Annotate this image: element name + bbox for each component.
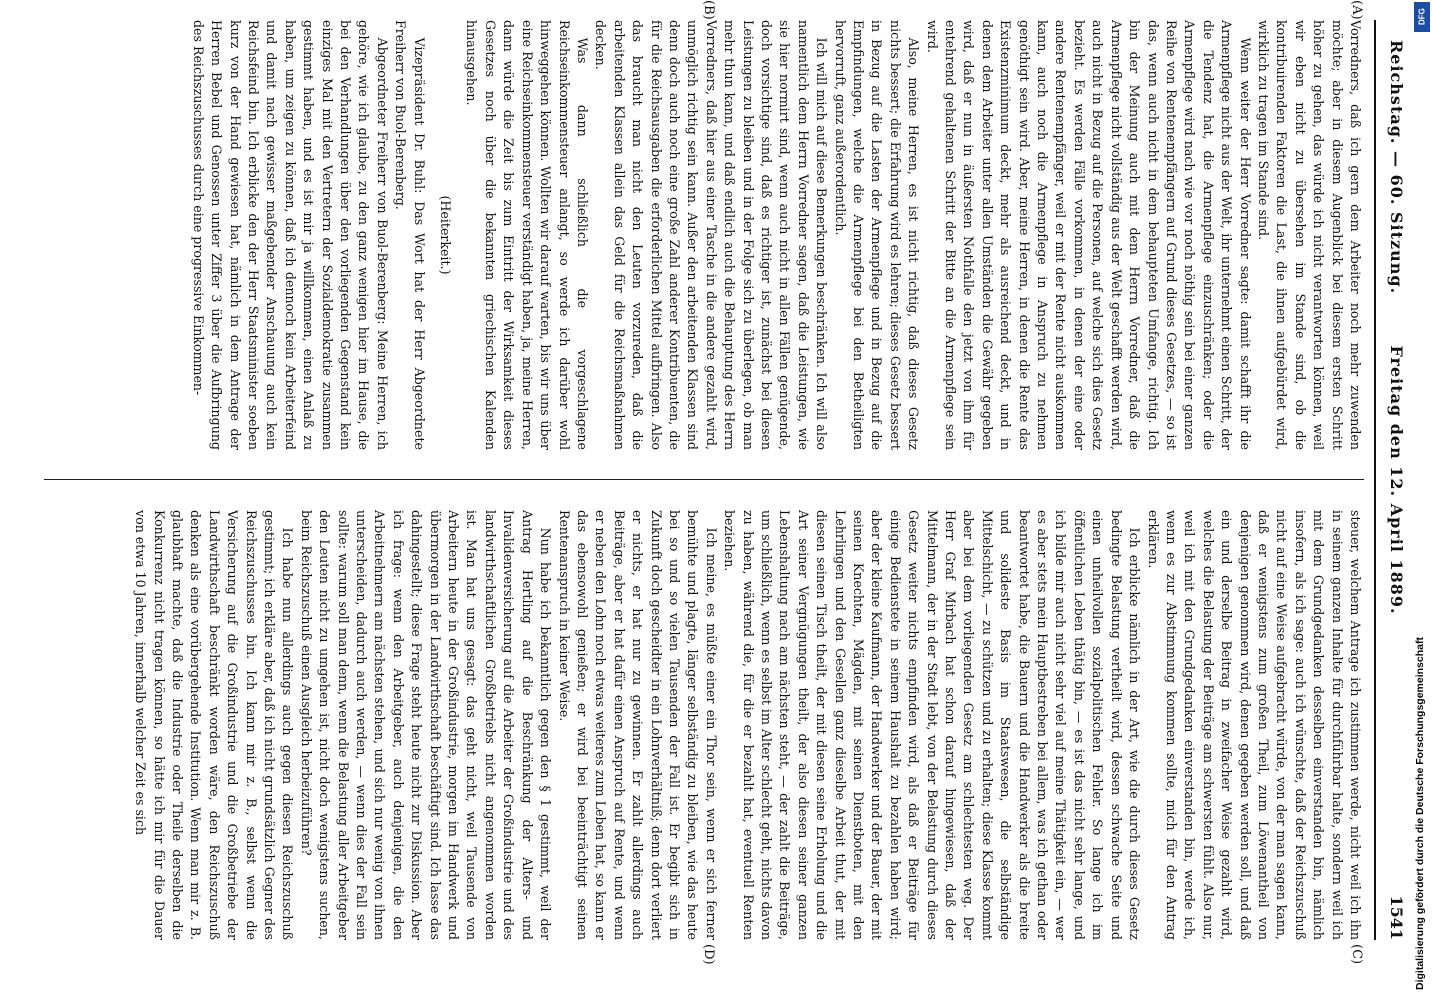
paragraph: Abgeordneter Freiherr von Buol-Berenberg: Meine Herren, ich gehöre, wie ich glaube, zu den ganz wenigen hier im Hause, die bei den Verhandlungen über den vorliegenden Gegenstand kein einziges Mal mit den Vertretern der Sozialdemokratie zusammen gestimmt haben, und es ist mir ja willkommen, einen Anlaß zu haben, um zeigen zu können, daß ich dennoch kein Arbeiterfeind und damit nach gewisser maßgebender Anschauung auch kein Reichsfeind bin. Ich erblicke den der Herr Staatsminister soeben kurz von der Hand gewiesen hat, nämlich in dem Antrage der Herren Bebel und Genossen unter Ziffer 3 über die Aufbringung des Reichszuschusses durch eine progressive Einkommen- <box>190 20 390 450</box>
credit-text: Digitalisierung gefördert durch die Deutsche Forschungsgemeinschaft <box>1414 637 1426 990</box>
dfg-logo: DFG <box>1414 2 1430 32</box>
paragraph: Was dann schließlich die vorgeschlagene Reichseinkommensteuer anlangt, so werde ich darüber wohl hinweggehen können. Wollten wir darauf warten, bis wir uns über eine Reichseinkommensteuer verständigt haben, ja, meine Herren, dann würde die Zeit bis zum Eintritt der Wirksamkeit dieses Gesetzes noch über die bekannten griechischen Kalenden hinausgehen. <box>464 20 590 450</box>
rotated-page <box>1 0 1416 965</box>
paragraph: Ich will mich auf diese Bemerkungen beschränken. Ich will also namentlich dem Herrn Vorredner sagen, daß die Leistungen, wie sie hier normirt sind, wenn auch nicht in allen Fällen genügende, doch vorsichtige sind, daß es richtiger ist, zunächst bei diesen Leistungen zu bleiben und in der Folge sich zu überlegen, ob man mehr thun kann, und daß endlich auch die Behauptung des Herrn Vorredners, daß hier aus einer Tasche in die andere gezahlt wird, unmöglich richtig sein kann. Außer den arbeitenden Klassen sind denn doch auch noch eine große Zahl anderer Kontribuenten, die für die Reichsausgaben die erforderlichen Mittel aufbringen. Also das braucht man nicht den Leuten vorzureden, daß die arbeitenden Klassen allein das Geld für die Reichsmaßnahmen decken. <box>593 20 830 450</box>
paragraph: Also, meine Herren, es ist nicht richtig, daß dieses Gesetz nichts bessert; die Erfahrung wird es lehren; dieses Gesetz bessert in Bezug auf die Lasten der Armenpflege und in Bezug auf die Empfindungen, welche die Armenpflege bei den Betheiligten hervorruft, ganz außerordentlich. <box>832 20 922 450</box>
paragraph: Ich meine, es müßte einer ein Thor sein, wenn er sich ferner bemühte und plagte, länger selbständig zu bleiben, wie das heute bei so und so vielen Tausenden der Fall ist. Er begibt sich in Zukunft doch gescheidter in ein Lohnverhältniß; denn dort verliert er nichts, er hat nur zu gewinnen. Er zahlt allerdings auch Beiträge, aber er hat dafür einen Anspruch auf Rente, und wenn er neben den Lohn noch etwas weiteres zum Leben hat, so kann er das ebensowohl genießen; er wird bei beeinträchtigt seinen Rentenanspruch in keiner Weise. <box>556 510 719 940</box>
right-column <box>34 510 1364 940</box>
paragraph: Vorredners, daß ich gern dem Arbeiter noch mehr zuwenden möchte; aber in diesem Augenblick bei diesem ersten Schritt höher zu gehen, das würde ich nicht verantworten können, weil wir eben nicht zu übersehen im Stande sind, ob die kontribuirenden Faktoren die Last, die ihnen aufgebürdet wird, wirklich zu tragen im Stande sind. <box>1255 20 1363 450</box>
paragraph: Ich habe nun allerdings auch gegen diesen Reichszuschuß gestimmt; ich erkläre aber, daß ich nicht grundsätzlich Gegner des Reichszuschusses bin. Ich kann mir z. B., selbst wenn die Versicherung auf die Großindustrie und die Großbetriebe der Landwirthschaft beschränkt worden wäre, den Reichszuschuß denken als eine vorübergehende Institution. Wenn man mir z. B. glaubhaft machte, daß die Industrie oder Theile derselben die Konkurrenz nicht tragen können, so hätte ich mir für die Dauer von etwa 10 Jahren, innerhalb welcher Zeit es sich <box>133 510 296 940</box>
paragraph: Wenn weiter der Herr Vorredner sagte: damit schafft ihr die Armenpflege nicht aus der Welt, ihr unternehmt einen Schritt, der die Tendenz hat, die Armenpflege einzuschränken; oder die Armenpflege wird nach wie vor noch nöthig sein bei einer ganzen Reihe von Rentenempfängern auf Grund dieses Gesetzes, — so ist das, wenn auch nicht in dem behaupteten Umfange, richtig. Ich bin der Meinung auch mit dem Herrn Vorredner, daß die Armenpflege nicht vollständig aus der Welt geschafft werden wird, auch nicht in Bezug auf die Personen, auf welche sich dies Gesetz bezieht. Es werden Fälle vorkommen, in denen der eine oder andere Rentenempfänger, weil er mit der Rente nicht auskommen kann, auch noch die Armenpflege in Anspruch zu nehmen genöthigt sein wird. Aber, meine Herren, in denen die Rente das Existenzminimum deckt, mehr als ausreichend deckt, und in denen dem Arbeiter unter allen Umständen die Gewähr gegeben wird, daß er nun in äußersten Nothfalle den jetzt von ihm für entehrend gehaltenen Schritt der Bitte an die Armenpflege sein wird. <box>924 20 1253 450</box>
paragraph: Ich erblicke nämlich in der Art, wie die durch dieses Gesetz bedingte Belastung vertheilt wird, dessen schwache Seite und einen unheilvollen sozialpolitischen Fehler. So lange ich im öffentlichen Leben thätig bin, — es ist das nicht sehr lange, und ich bilde mir auch nicht sehr viel auf meine Thätigkeit ein, — wer es aber stets mein Hauptbestreben bei allem, was ich gethan oder beantwortet habe, die Bauern und die Handwerker als die breite und solideste Basis im Staatswesen, die selbständige Mittelschicht, — zu schützen und zu erhalten; diese Klasse kommt aber bei dem vorliegenden Gesetz am schlechtesten weg. Der Herr Graf Mirbach hat schon darauf hingewiesen, daß der Mittelmann, der in der Stadt lebt, von der Belastung durch dieses Gesetz weiter nichts empfinden wird, als daß er Beiträge für einige Bedienstete in seinem Haushalt zu bezahlen haben wird; aber der kleine Kaufmann, der Handwerker und der Bauer, der mit seinen Knechten, Mägden, mit seinen Dienstboten, mit den Lehrlingen und den Gesellen ganz dieselbe Arbeit thut, der mit diesen seinen Tisch theilt, der mit diesen seine Erholung und die Art seiner Vergnügungen theilt, der also diesen seiner ganzen Lebenshaltung nach am nächsten steht, — der zahlt die Beiträge, um schließlich, wenn es selbst im Alter schlecht geht, nichts davon zu haben, während die, für die er bezahlt hat, eventuell Renten beziehen. <box>722 510 1143 940</box>
margin-marker-d: (D) <box>701 944 716 965</box>
margin-marker-a: (A) <box>1349 0 1364 20</box>
header-date: Freitag den 12. April 1889. <box>1387 345 1406 615</box>
funding-credit <box>1412 0 1432 1000</box>
paragraph: Vizepräsident Dr. Buhl: Das Wort hat der Herr Abgeordnete Freiherr von Buol-Berenberg. <box>393 20 427 450</box>
interjection: (Heiterkeit.) <box>438 195 454 275</box>
column-divider <box>44 479 1364 480</box>
page-number: 1541 <box>1387 895 1406 940</box>
left-column <box>34 20 1364 450</box>
header-rule <box>1374 20 1376 940</box>
paragraph: steuer, welchem Antrage ich zustimmen werde, nicht weil ich ihn in seinem ganzen Inhalte für durchführbar halte, sondern weil ich mit dem Grundgedanken desselben einverstanden bin, nämlich insofern, als ich sage: auch ich wünschte, daß der Reichszuschuß nicht auf eine Weise aufgebracht würde, von der man sagen kann, daß er wenigstens zum großen Theil, zum Löwenantheil von denjenigen genommen wird, denen gegeben werden soll, und daß ein und derselbe Beitrag in zweifacher Weise gezahlt wird, welches die Belastung der Beiträge am schwersten fühlt. Also nur, weil ich mit den Grundgedanken einverstanden bin, werde ich, wenn es zur Abstimmung kommen sollte, mich für den Antrag erklären. <box>1145 510 1363 940</box>
margin-marker-b: (B) <box>701 0 716 20</box>
page-header <box>1360 0 1416 960</box>
margin-marker-c: (C) <box>1349 944 1364 965</box>
header-left: Reichstag. — 60. Sitzung. <box>1387 40 1406 295</box>
paragraph: Nun habe ich bekanntlich gegen den § 1 gestimmt, weil der Antrag Hertling auf die Beschränkung der Alters- und Invalidenversicherung auf die Arbeiter der Großindustrie und des landwirthschaftlichen Großbetriebs nicht angenommen worden ist. Man hat uns gesagt: das geht nicht, weil Tausende von Arbeitern heute in der Großindustrie, morgen im Handwerk und übermorgen in der Landwirthschaft beschäftigt sind. Ich lasse das dahingestellt; diese Frage steht heute nicht zur Diskussion. Aber ich frage: wenn den Arbeitgeber, auch denjenigen, die den Arbeitnehmern am nächsten stehen, und sich nur wenig von ihnen unterscheiden, dadurch auch werden, — wenn dies der Fall sein sollte: warum soll man denn, wenn die Belastung aller Arbeitgeber den Leuten nicht zu umgehen ist, nicht doch wenigstens suchen, beim Reichszuschuß einen Ausgleich herbeizuführen? <box>298 510 554 940</box>
